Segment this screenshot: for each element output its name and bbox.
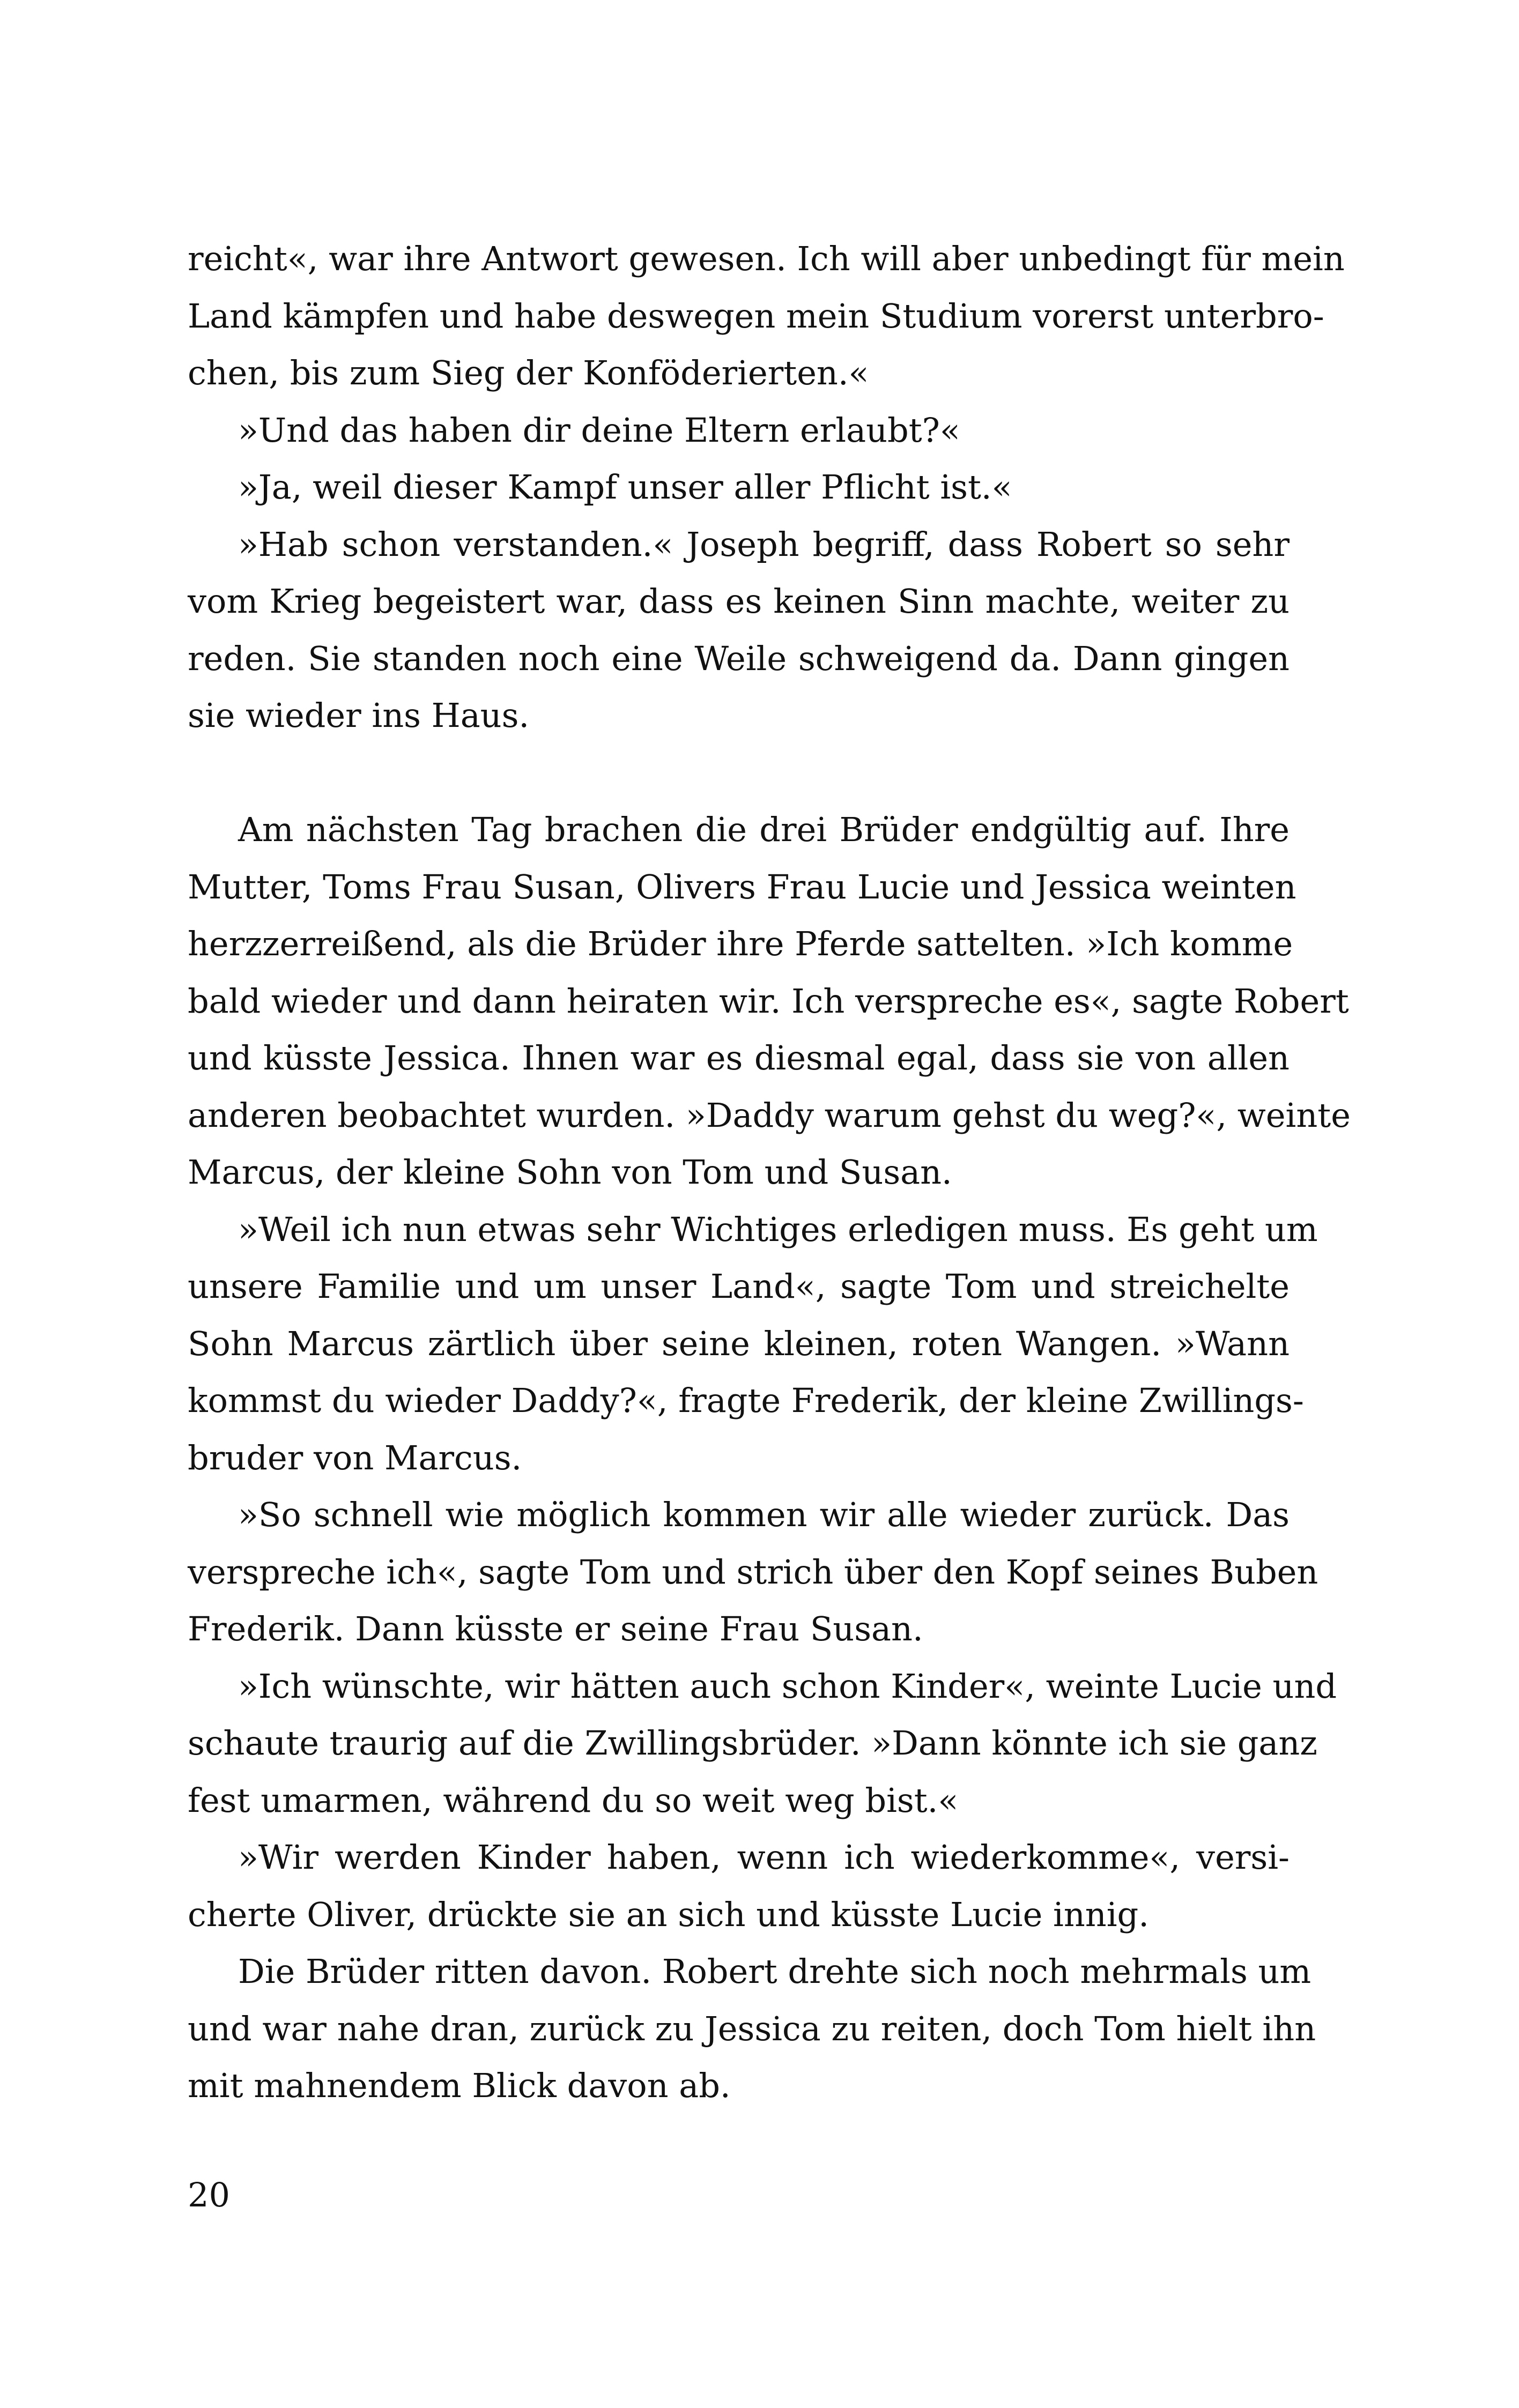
text-line: Die Brüder ritten davon. Robert drehte sich noch mehrmals um — [238, 1952, 1311, 1991]
text-line: cherte Oliver, drückte sie an sich und küsste Lucie innig. — [188, 1894, 1149, 1934]
text-line: »Wir werden Kinder haben, wenn ich wiederkomme«, versi- — [238, 1838, 1290, 1877]
body-text — [188, 231, 1351, 2115]
text-line: sie wieder ins Haus. — [188, 696, 530, 735]
text-line: Land kämpfen und habe deswegen mein Studium vorerst unterbro- — [188, 296, 1324, 336]
text-line: Am nächsten Tag brachen die drei Brüder endgültig auf. Ihre — [238, 810, 1290, 849]
text-line: unsere Familie und um unser Land«, sagte Tom und streichelte — [188, 1267, 1290, 1306]
text-line: bald wieder und dann heiraten wir. Ich verspreche es«, sagte Robert — [188, 981, 1349, 1021]
text-line: und war nahe dran, zurück zu Jessica zu reiten, doch Tom hielt ihn — [188, 2009, 1316, 2048]
text-line: verspreche ich«, sagte Tom und strich über den Kopf seines Buben — [188, 1552, 1318, 1592]
page-number: 20 — [188, 2175, 230, 2214]
text-line: »Und das haben dir deine Eltern erlaubt?« — [238, 410, 960, 450]
text-line: chen, bis zum Sieg der Konföderierten.« — [188, 353, 869, 392]
text-line: »Weil ich nun etwas sehr Wichtiges erledigen muss. Es geht um — [238, 1209, 1318, 1249]
text-line: mit mahnendem Blick davon ab. — [188, 2066, 731, 2105]
text-line: Mutter, Toms Frau Susan, Olivers Frau Lucie und Jessica weinten — [188, 867, 1296, 906]
text-line: Frederik. Dann küsste er seine Frau Susan. — [188, 1609, 923, 1648]
text-line: »Ich wünschte, wir hätten auch schon Kinder«, weinte Lucie und — [238, 1666, 1337, 1706]
text-line: »Hab schon verstanden.« Joseph begriff, dass Robert so sehr — [238, 524, 1290, 564]
text-line: anderen beobachtet wurden. »Daddy warum gehst du weg?«, weinte — [188, 1095, 1351, 1135]
text-line: »Ja, weil dieser Kampf unser aller Pflicht ist.« — [238, 467, 1012, 507]
text-line: reicht«, war ihre Antwort gewesen. Ich will aber unbedingt für mein — [188, 239, 1345, 278]
text-line: reden. Sie standen noch eine Weile schweigend da. Dann gingen — [188, 638, 1290, 678]
text-line: Marcus, der kleine Sohn von Tom und Susan. — [188, 1153, 952, 1192]
text-line: »So schnell wie möglich kommen wir alle wieder zurück. Das — [238, 1495, 1290, 1534]
text-line: Sohn Marcus zärtlich über seine kleinen, roten Wangen. »Wann — [188, 1324, 1290, 1363]
section-break — [188, 745, 1290, 802]
text-line: kommst du wieder Daddy?«, fragte Frederik, der kleine Zwillings- — [188, 1381, 1304, 1420]
text-line: vom Krieg begeistert war, dass es keinen Sinn machte, weiter zu — [188, 582, 1290, 621]
text-line: schaute traurig auf die Zwillingsbrüder. »Dann könnte ich sie ganz — [188, 1723, 1317, 1763]
text-line: fest umarmen, während du so weit weg bist.« — [188, 1780, 959, 1820]
text-line: bruder von Marcus. — [188, 1438, 522, 1477]
text-line: und küsste Jessica. Ihnen war es diesmal egal, dass sie von allen — [188, 1038, 1290, 1077]
text-line: herzzerreißend, als die Brüder ihre Pferde sattelten. »Ich komme — [188, 924, 1293, 963]
